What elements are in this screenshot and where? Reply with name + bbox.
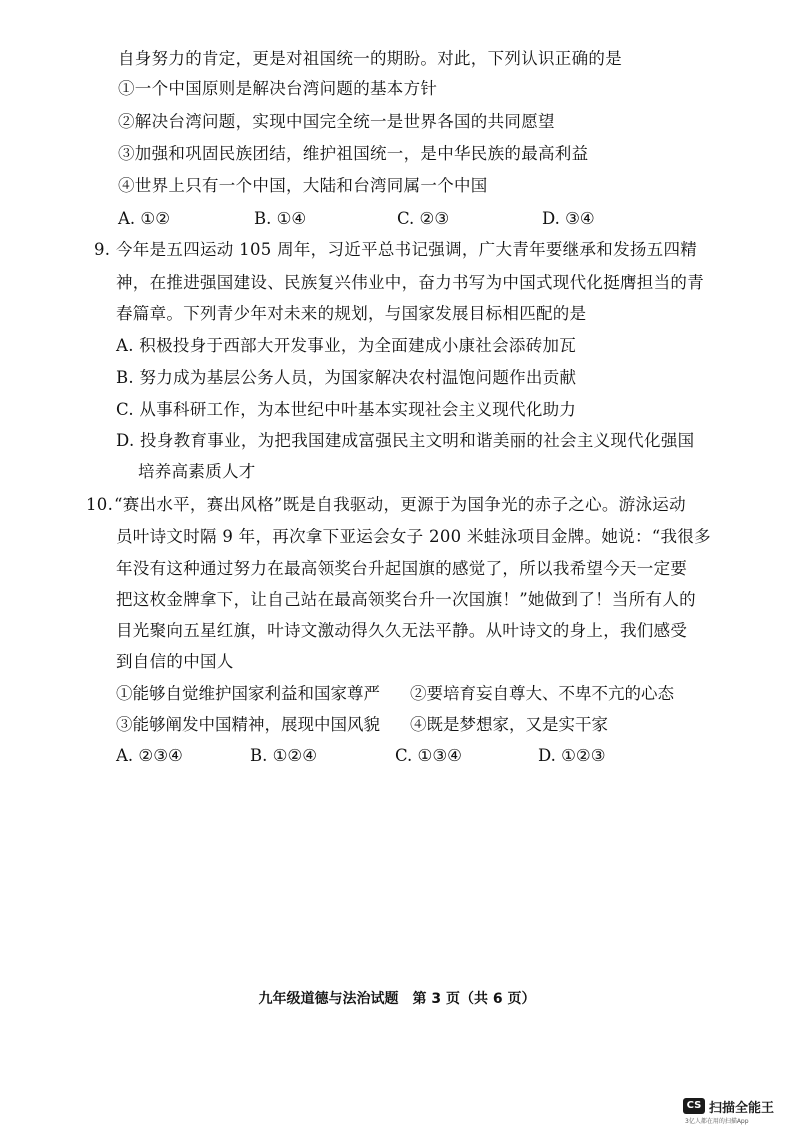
q9-stem-line-2: 神，在推进强国建设、民族复兴伟业中，奋力书写为中国式现代化挺膺担当的青 (116, 273, 704, 292)
q10-stem-line-4: 把这枚金牌拿下，让自己站在最高领奖台升一次国旗！”她做到了！当所有人的 (116, 590, 696, 609)
q9-number: 9. (94, 240, 111, 259)
q9-stem-line-3: 春篇章。下列青少年对未来的规划，与国家发展目标相匹配的是 (116, 304, 587, 323)
q9-option-d[interactable]: D. 投身教育事业，为把我国建成富强民主文明和谐美丽的社会主义现代化强国 (116, 431, 695, 450)
q10-option-a[interactable]: A. ②③④ (116, 746, 183, 765)
q10-option-b[interactable]: B. ①②④ (250, 746, 317, 765)
q9-option-c[interactable]: C. 从事科研工作，为本世纪中叶基本实现社会主义现代化助力 (116, 400, 577, 419)
q8-option-b[interactable]: B. ①④ (254, 209, 307, 228)
camscanner-logo-icon: CS (683, 1098, 705, 1114)
q9-option-d-cont: 培养高素质人才 (138, 462, 256, 481)
page-footer: 九年级道德与法治试题 第 3 页（共 6 页） (258, 991, 536, 1007)
q9-stem-line-1: 今年是五四运动 105 周年，习近平总书记强调，广大青年要继承和发扬五四精 (116, 240, 698, 259)
q10-statement-1: ①能够自觉维护国家利益和国家尊严 (116, 684, 380, 703)
scanner-tagline: 3亿人都在用的扫描App (685, 1118, 749, 1125)
q9-option-a[interactable]: A. 积极投身于西部大开发事业，为全面建成小康社会添砖加瓦 (116, 336, 577, 355)
q8-statement-4: ④世界上只有一个中国，大陆和台湾同属一个中国 (118, 176, 488, 195)
q8-statement-2: ②解决台湾问题，实现中国完全统一是世界各国的共同愿望 (118, 112, 555, 131)
q8-statement-1: ①一个中国原则是解决台湾问题的基本方针 (118, 79, 438, 98)
scanner-app-name: 扫描全能王 (709, 1101, 775, 1116)
q8-option-c[interactable]: C. ②③ (397, 209, 450, 228)
q10-statement-2: ②要培育妄自尊大、不卑不亢的心态 (410, 684, 674, 703)
q10-statement-4: ④既是梦想家，又是实干家 (410, 715, 608, 734)
q10-stem-line-2: 员叶诗文时隔 9 年，再次拿下亚运会女子 200 米蛙泳项目金牌。她说：“我很多 (116, 527, 711, 546)
q10-number: 10. (86, 495, 114, 514)
scanner-watermark (683, 1096, 793, 1124)
q8-option-a[interactable]: A. ①② (118, 209, 170, 228)
q10-option-d[interactable]: D. ①②③ (538, 746, 606, 765)
q10-stem-line-6: 到自信的中国人 (116, 652, 234, 671)
q8-stem-end: 自身努力的肯定，更是对祖国统一的期盼。对此，下列认识正确的是 (118, 49, 622, 68)
q10-stem-line-3: 年没有这种通过努力在最高领奖台升起国旗的感觉了，所以我希望今天一定要 (116, 559, 688, 578)
q8-statement-3: ③加强和巩固民族团结，维护祖国统一，是中华民族的最高利益 (118, 144, 589, 163)
q10-option-c[interactable]: C. ①③④ (395, 746, 462, 765)
q9-option-b[interactable]: B. 努力成为基层公务人员，为国家解决农村温饱问题作出贡献 (116, 368, 577, 387)
q10-statement-3: ③能够阐发中国精神，展现中国风貌 (116, 715, 380, 734)
q10-stem-line-5: 目光聚向五星红旗，叶诗文激动得久久无法平静。从叶诗文的身上，我们感受 (116, 621, 688, 640)
q8-option-d[interactable]: D. ③④ (542, 209, 595, 228)
q10-stem-line-1: “赛出水平，赛出风格”既是自我驱动，更源于为国争光的赤子之心。游泳运动 (114, 495, 686, 514)
